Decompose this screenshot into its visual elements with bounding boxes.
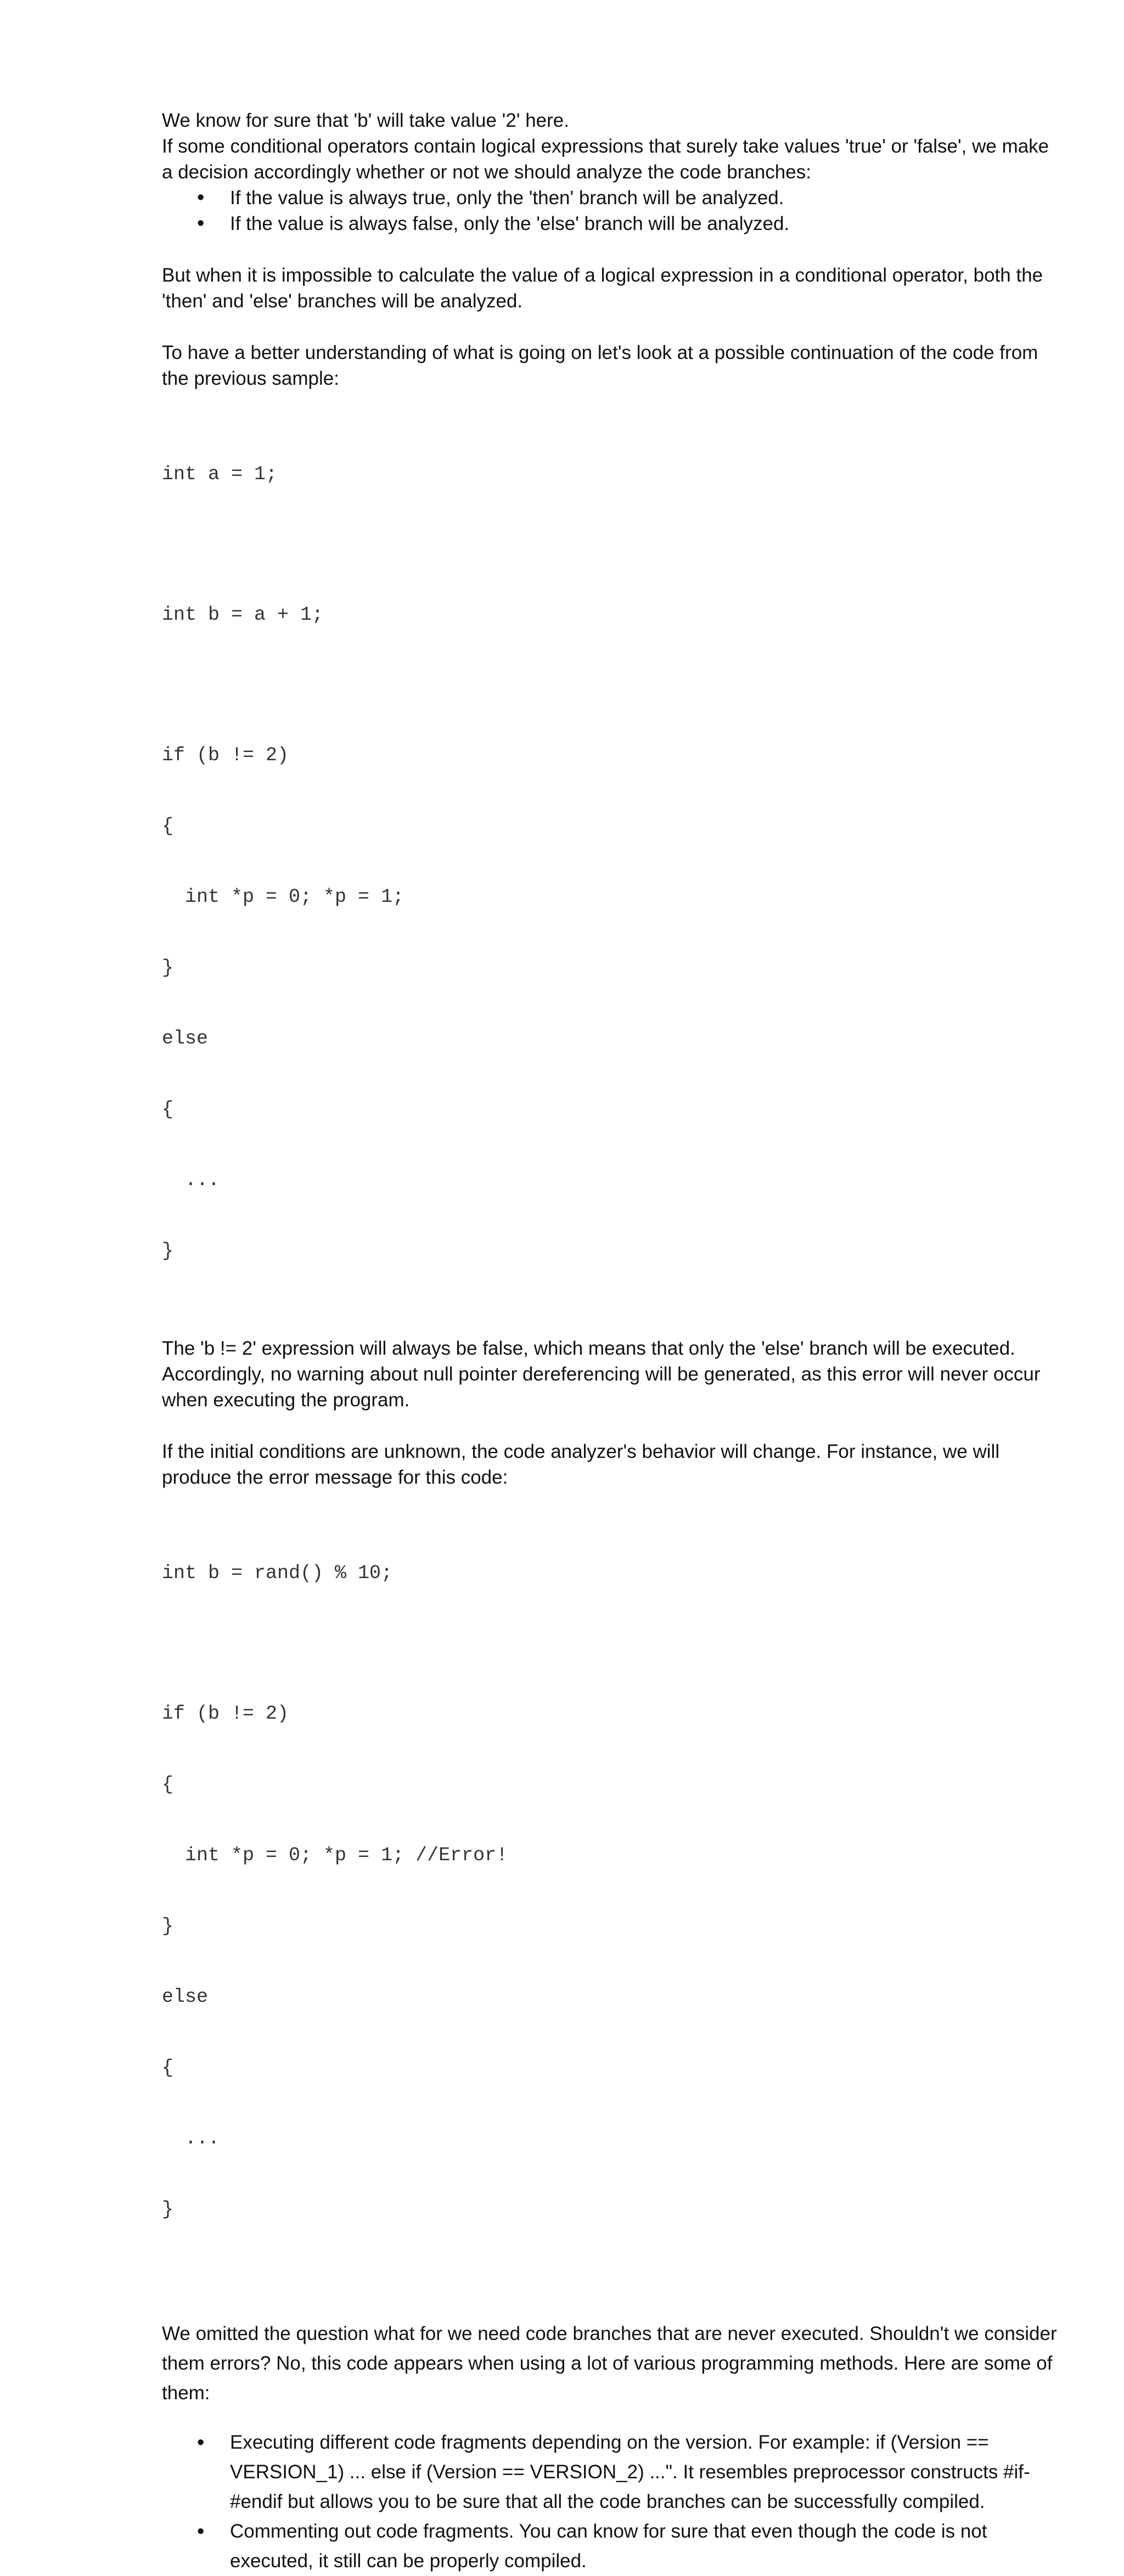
list-item: • If the value is always true, only the 'then' branch will be analyzed. — [162, 185, 1062, 211]
code-line: else — [162, 1028, 209, 1050]
code-line: int b = rand() % 10; — [162, 1562, 393, 1584]
code-line: int *p = 0; *p = 1; //Error! — [162, 1844, 508, 1866]
code-line: } — [162, 1240, 174, 1262]
code-line: { — [162, 1774, 174, 1795]
code-line: else — [162, 1986, 209, 2008]
code-line: if (b != 2) — [162, 1703, 289, 1725]
conditional-paragraph: If some conditional operators contain logical expressions that surely take values 'true' or 'false', we make a decision accordingly whether or not we should analyze the code branches: — [162, 136, 1049, 183]
code-line: int a = 1; — [162, 463, 278, 485]
unknown-conditions-paragraph: If the initial conditions are unknown, the code analyzer's behavior will change. For instance, we will produce the error message for this code: — [162, 1441, 1000, 1488]
code-line: { — [162, 2057, 174, 2079]
code-line: } — [162, 1915, 174, 1937]
code-line: ... — [162, 1169, 220, 1191]
code-sample-1 — [162, 416, 1062, 1310]
code-line: } — [162, 957, 174, 979]
omitted-question-paragraph: We omitted the question what for we need code branches that are never executed. Shouldn't we consider them errors? No, this code appears when using a lot of various programming methods. Here are some of them: — [162, 2323, 1057, 2404]
unknown-value-paragraph: But when it is impossible to calculate the value of a logical expression in a conditional operator, both the 'then' and 'else' branches will be analyzed. — [162, 265, 1043, 312]
list-item: • If the value is always false, only the 'else' branch will be analyzed. — [162, 211, 1062, 237]
code-line: int *p = 0; *p = 1; — [162, 886, 404, 908]
code-line: } — [162, 2198, 174, 2220]
code-sample-2 — [162, 1514, 1062, 2269]
code-line: { — [162, 815, 174, 837]
programming-methods-list — [162, 2428, 1062, 2576]
list-item: • Executing different code fragments depending on the version. For example: if (Version == VERSION_1) ... else if (Version == VERSION_2) ...". It resembles preprocessor constructs #if-#endif but allows you to be sure that all the code branches can be successfully compiled. — [162, 2428, 1062, 2517]
false-expression-paragraph: The 'b != 2' expression will always be false, which means that only the 'else' branch will be executed. Accordingly, no warning about null pointer dereferencing will be generated, as this error will never occur when executing the program. — [162, 1338, 1041, 1411]
continuation-paragraph: To have a better understanding of what is going on let's look at a possible continuation of the code from the previous sample: — [162, 342, 1038, 389]
code-line: { — [162, 1098, 174, 1120]
code-line: ... — [162, 2128, 220, 2150]
code-line: int b = a + 1; — [162, 604, 324, 626]
code-line: if (b != 2) — [162, 744, 289, 766]
list-item: • Commenting out code fragments. You can know for sure that even though the code is not executed, it still can be properly compiled. — [162, 2517, 1062, 2576]
intro-line: We know for sure that 'b' will take value '2' here. — [162, 110, 569, 131]
branch-analysis-list — [162, 185, 1062, 237]
document-page — [162, 108, 1062, 2576]
